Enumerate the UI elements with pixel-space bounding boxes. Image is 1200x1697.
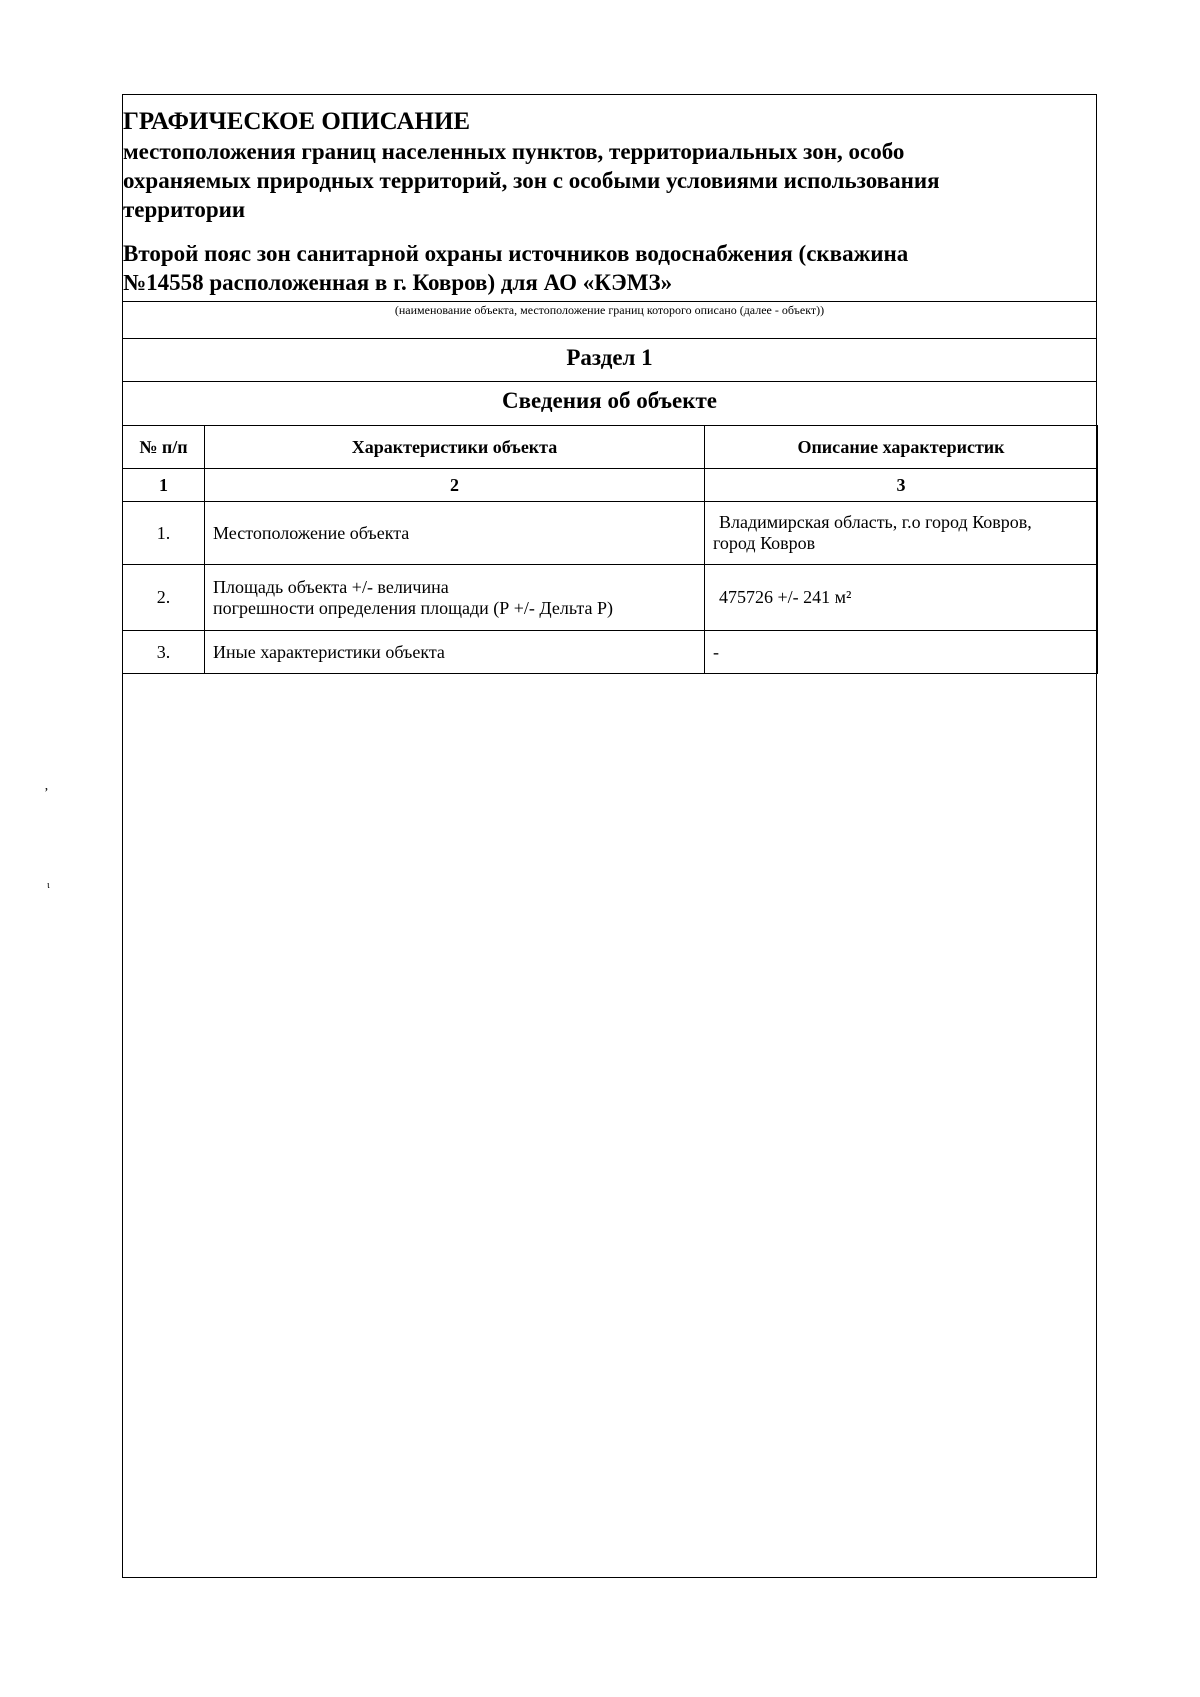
object-name-line: Второй пояс зон санитарной охраны источников водоснабжения (скважина xyxy=(123,241,909,266)
description-line: - xyxy=(713,641,719,662)
characteristic-cell xyxy=(205,502,705,565)
scan-mark: ’ xyxy=(44,786,49,801)
document-subtitle xyxy=(123,137,1096,224)
scan-mark: ι xyxy=(47,880,50,891)
characteristic-cell xyxy=(205,631,705,674)
row-number: 2. xyxy=(123,565,205,631)
subtitle-line: местоположения границ населенных пунктов, территориальных зон, особо xyxy=(123,139,905,164)
description-line: 475726 +/- 241 м² xyxy=(719,587,852,607)
subtitle-line: охраняемых природных территорий, зон с особыми условиями использования xyxy=(123,168,940,193)
divider xyxy=(123,381,1096,382)
column-number: 3 xyxy=(705,469,1098,502)
description-cell xyxy=(705,631,1098,674)
header-cell: № п/п xyxy=(123,426,205,469)
column-number: 1 xyxy=(123,469,205,502)
subtitle-line: территории xyxy=(123,197,246,222)
document-frame xyxy=(122,94,1097,1578)
characteristic-line: Площадь объекта +/- величина xyxy=(213,576,449,597)
row-number: 1. xyxy=(123,502,205,565)
description-cell xyxy=(705,502,1098,565)
table-row xyxy=(123,502,1098,565)
divider xyxy=(123,301,1096,302)
description-line: город Ковров xyxy=(713,533,816,553)
section-subtitle: Сведения об объекте xyxy=(501,388,718,413)
object-caption: (наименование объекта, местоположение границ которого описано (далее - объект)) xyxy=(394,303,825,317)
characteristic-line: Местоположение объекта xyxy=(213,522,410,543)
column-numbers-row xyxy=(123,469,1098,502)
object-name-line: №14558 расположенная в г. Ковров) для АО «КЭМЗ» xyxy=(123,270,673,295)
object-properties-table xyxy=(122,425,1098,674)
description-cell xyxy=(705,565,1098,631)
description-line: Владимирская область, г.о город Ковров, xyxy=(719,512,1032,532)
row-number: 3. xyxy=(123,631,205,674)
document-title: ГРАФИЧЕСКОЕ ОПИСАНИЕ xyxy=(123,108,471,135)
section-title: Раздел 1 xyxy=(566,345,653,370)
table-header-row xyxy=(123,426,1098,469)
object-name xyxy=(123,239,1096,297)
characteristic-line: Иные характеристики объекта xyxy=(213,641,445,662)
header-cell: Характеристики объекта xyxy=(205,426,705,469)
divider xyxy=(123,338,1096,339)
table-row xyxy=(123,565,1098,631)
characteristic-cell xyxy=(205,565,705,631)
column-number: 2 xyxy=(205,469,705,502)
characteristic-line: погрешности определения площади (Р +/- Дельта Р) xyxy=(213,597,613,618)
header-cell: Описание характеристик xyxy=(705,426,1098,469)
table-row xyxy=(123,631,1098,674)
